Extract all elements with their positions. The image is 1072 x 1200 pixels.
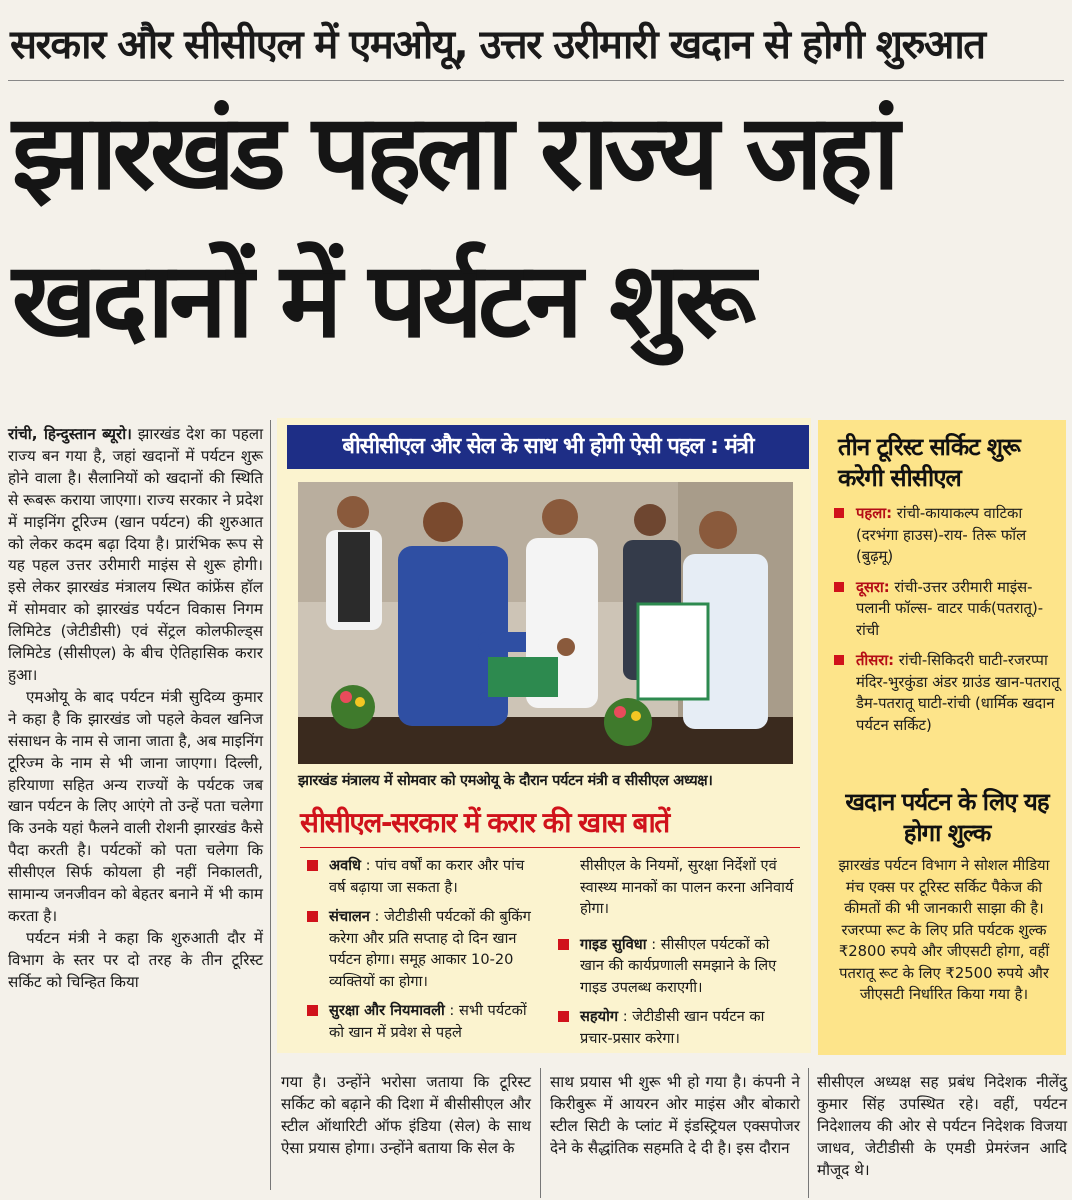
divider xyxy=(300,847,800,848)
minister-quote-banner: बीसीसीएल और सेल के साथ भी होगी ऐसी पहल : मंत्री xyxy=(287,425,809,469)
list-item: अवधि : पांच वर्षों का करार और पांच वर्ष बढ़ाया जा सकता है। xyxy=(301,855,541,898)
bullet-icon xyxy=(307,911,318,922)
list-item: सहयोग : जेटीडीसी खान पर्यटन का प्रचार-प्रसार करेगा। xyxy=(552,1006,797,1049)
key-points-title: सीसीएल-सरकार में करार की खास बातें xyxy=(300,806,669,839)
article-column-3: साथ प्रयास भी शुरू भी हो गया है। कंपनी ने किरीबुरू में आयरन ओर माइंस और बोकारो स्टील सिटी के प्लांट में इंडस्ट्रियल एक्सपोजर देने के सैद्धांतिक सहमति दे दी है। इस दौरान xyxy=(550,1073,800,1157)
bullet-icon xyxy=(834,655,844,665)
bullet-icon xyxy=(834,582,844,592)
article-column-1 xyxy=(8,424,263,994)
sidebar-title-fee: खदान पर्यटन के लिए यह होगा शुल्क xyxy=(845,788,1049,847)
bullet-icon xyxy=(558,1011,569,1022)
main-headline-line2: खदानों में पर्यटन शुरू xyxy=(12,239,751,361)
photo-illustration xyxy=(298,482,793,764)
mou-photo xyxy=(298,482,793,764)
list-item: तीसरा: रांची-सिकिदरी घाटी-रजरप्पा मंदिर-भुरकुंडा अंडर ग्राउंड खान-पतरातू डैम-पतरातू घाटी-रांची (धार्मिक खदान पर्यटन सर्किट) xyxy=(830,650,1060,736)
main-headline-line1: झारखंड पहला राज्य जहां xyxy=(12,91,895,213)
article-column-2: गया है। उन्होंने भरोसा जताया कि टूरिस्ट सर्किट को बढ़ाने की दिशा में बीसीसीएल और स्टील ऑथारिटी ऑफ इंडिया (सेल) के साथ ऐसा प्रयास होगा। उन्होंने बताया कि सेल के xyxy=(281,1073,531,1157)
key-points-left xyxy=(301,855,541,1051)
divider xyxy=(8,80,1064,81)
sidebar-title-circuits: तीन टूरिस्ट सर्किट शुरू करेगी सीसीएल xyxy=(838,433,1020,492)
article-column-4: सीसीएल अध्यक्ष सह प्रबंध निदेशक नीलेंदु कुमार सिंह उपस्थित रहे। वहीं, पर्यटन निदेशालय की ओर से पर्यटन निदेशक विजया जाधव, जेटीडीसी के एमडी प्रेमरंजन आदि मौजूद थे। xyxy=(817,1073,1067,1179)
paragraph: झारखंड देश का पहला राज्य बन गया है, जहां खदानों में पर्यटन शुरू होने वाला है। सैलानियों को खदानों की स्थिति से रूबरू कराया जाएगा। राज्य सरकार ने प्रदेश में माइनिंग टूरिज्म (खान पर्यटन) की शुरुआत को लेकर कदम बढ़ा दिया है। प्रारंभिक रूप से यह पहल उत्तर उरीमारी माइंस से शुरू होगी। इसे लेकर झारखंड मंत्रालय स्थित कांफ्रेंस हॉल में सोमवार को झारखंड पर्यटन विकास निगम लिमिटेड (जेटीडीसी) एवं सेंट्रल कोलफील्ड्स लिमिटेड (सीसीएल) के बीच ऐतिहासिक करार हुआ। xyxy=(8,425,264,684)
fee-paragraph: झारखंड पर्यटन विभाग ने सोशल मीडिया मंच एक्स पर टूरिस्ट सर्किट पैकेज की कीमतों की भी जानकारी साझा की है। रजरप्पा रूट के लिए प्रति पर्यटक शुल्क ₹2800 रुपये और जीएसटी होगा, वहीं पतरातू रूट के लिए ₹2500 रुपये और जीएसटी निर्धारित किया गया है। xyxy=(838,857,1050,1003)
paragraph: पर्यटन मंत्री ने कहा कि शुरुआती दौर में विभाग के स्तर पर दो तरह के तीन टूरिस्ट सर्किट को चिन्हित किया xyxy=(8,928,263,991)
list-item: गाइड सुविधा : सीसीएल पर्यटकों को खान की कार्यप्रणाली समझाने के लिए गाइड उपलब्ध कराएगी। xyxy=(552,934,797,999)
paragraph: एमओयू के बाद पर्यटन मंत्री सुदिव्य कुमार ने कहा है कि झारखंड जो पहले केवल खनिज संसाधन के नाम से जाना जाता है, अब माइनिंग टूरिज्म के नाम से भी जाना जाएगा। दिल्ली, हरियाणा सहित अन्य राज्यों के पर्यटक जब खान पर्यटन के लिए आएंगे तो उन्हें पता चलेगा कि उनके यहां फैलने वाली रोशनी झारखंड कैसे पैदा करती है। पर्यटकों को पता चलेगा कि सीसीएल सिर्फ कोयला ही नहीं निकालती, सामान्य जनजीवन को बेहतर बनाने में भी काम करता है। xyxy=(8,687,263,925)
dateline: रांची, हिन्दुस्तान ब्यूरो। xyxy=(8,425,132,443)
circuit-list xyxy=(830,503,1060,745)
bullet-icon xyxy=(558,939,569,950)
bullet-icon xyxy=(307,1005,318,1016)
list-item-continued: सीसीएल के नियमों, सुरक्षा निर्देशों एवं स्वास्थ्य मानकों का पालन करना अनिवार्य होगा। xyxy=(580,857,794,917)
bullet-icon xyxy=(834,508,844,518)
list-item: संचालन : जेटीडीसी पर्यटकों की बुकिंग करेगा और प्रति सप्ताह दो दिन खान पर्यटन होगा। समूह आकार 10-20 व्यक्तियों का होगा। xyxy=(301,906,541,992)
list-item: पहला: रांची-कायाकल्प वाटिका (दरभंगा हाउस)-राय- तिरू फॉल (बुढ़मू) xyxy=(830,503,1060,568)
column-divider xyxy=(808,1068,809,1198)
column-divider xyxy=(270,420,271,1190)
list-item: दूसरा: रांची-उत्तर उरीमारी माइंस-पलानी फॉल्स- वाटर पार्क(पतरातू)-रांची xyxy=(830,577,1060,642)
bullet-icon xyxy=(307,860,318,871)
key-points-right xyxy=(552,855,797,1057)
column-divider xyxy=(540,1068,541,1198)
list-item: सुरक्षा और नियमावली : सभी पर्यटकों को खान में प्रवेश से पहले xyxy=(301,1000,541,1043)
kicker-headline: सरकार और सीसीएल में एमओयू, उत्तर उरीमारी खदान से होगी शुरुआत xyxy=(10,22,985,68)
photo-caption: झारखंड मंत्रालय में सोमवार को एमओयू के दौरान पर्यटन मंत्री व सीसीएल अध्यक्ष। xyxy=(298,773,713,789)
